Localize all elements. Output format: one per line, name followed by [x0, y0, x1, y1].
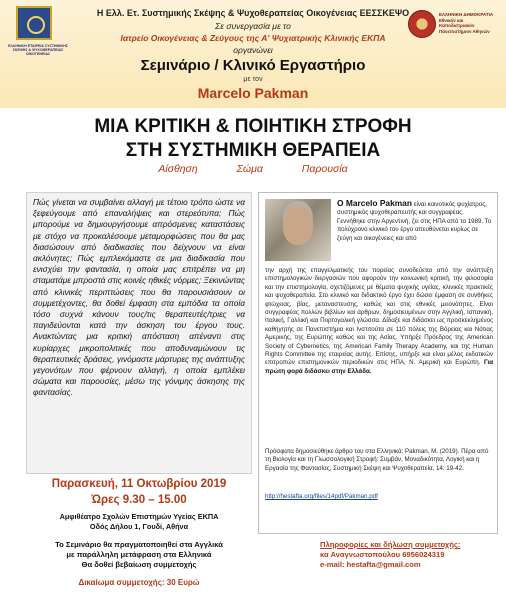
- speaker-photo: [265, 199, 331, 261]
- subtitle-presence: Παρουσία: [301, 163, 348, 175]
- bio-intro-name: Ο Marcelo Pakman: [337, 198, 412, 208]
- language-note-line1: Το Σεμινάριο θα πραγματοποιηθεί στα Αγγλικά: [55, 540, 223, 549]
- seminar-description-box: [26, 192, 252, 474]
- bio-first-time: Για πρώτη φορά διδάσκει στην Ελλάδα.: [265, 359, 493, 375]
- bio-body-text: την αρχή της επαγγελματικής του πορείας συνοδεύεται από την ανάπτυξη επιστημολογικών διεργασιών που αφορούν την κοινωνική κριτική, την φιλοσοφία και την επιστημολογία, σχετιζόμενες με θέματα ψυχικής υγείας, κλινικές πρακτικές και ψυχοθεραπεία. Στο κλινικό και διδακτικό έργο έχει δώσει έμφαση σε συνθήκες φτώχειας, βίας, μεταναστευσης, καθώς και στις εθνικές μειονότητες. Είναι συγγραφέας πολλών βιβλίων και άρθρων, δημοσιευμένων στην Αγγλική, Ισπανική, Ιταλική, Γαλλική και Πορτογαλική γλώσσα. Δίδαξε και διδάσκει ως προσκεκλημένος καθηγητής σε Πανεπιστήμια και Ινστιτούτα σε 110 πόλεις της Βόρειας και Νότιας Αμερικής, της Ευρώπης καθώς και της Ασίας. Υπήρξε Πρόεδρος της American Society of Cybernetics, της American Family Therapy Academy, και της Human Rights Committee της εταιρείας αυτής. Επίσης, υπήρξε και είναι μέλος εκδοτικών επιτροπών επιστημονικών περιοδικών στις ΗΠΑ, Ν. Αμερική και Ευρώπη.: [265, 267, 493, 367]
- main-title: [0, 115, 506, 163]
- language-note: [26, 540, 252, 570]
- event-date: Παρασκευή, 11 Οκτωβρίου 2019: [51, 478, 227, 490]
- organizer-line: Η Ελλ. Ετ. Συστημικής Σκέψης & Ψυχοθεραπείας Οικογένειας ΕΕΣΣΚΕΨΟ: [96, 8, 410, 18]
- institute-line: Ιατρείο Οικογένειας & Ζεύγους της Α' Ψυχιατρικής Κλινικής ΕΚΠΑ: [120, 33, 386, 43]
- bio-intro-text: είναι κοινοτικός ψυχίατρος, συστημικός ψυχοθεραπευτής και συγγραφέας. Γεννήθηκε στην Αργεντινή, ζει στις ΗΠΑ από το 1989. Το πολύχρονο κλινικό του έργο απευθύνεται κυρίως σε ζεύγη και οικογένειες και από: [337, 201, 492, 242]
- speaker-bio-box: [258, 192, 498, 534]
- cooperation-line: Σε συνεργασία με το: [215, 21, 291, 31]
- bio-body: [265, 267, 493, 376]
- certificate-note: Θα δοθεί βεβαίωση συμμετοχής: [81, 560, 197, 569]
- language-note-line2: με παράλληλη μετάφραση στα Ελληνικά: [66, 550, 212, 559]
- participation-fee: Δικαίωμα συμμετοχής: 30 Ευρώ: [78, 578, 200, 587]
- society-logo-text: ΕΛΛΗΝΙΚΗ ΕΤΑΙΡΕΙΑ ΣΥΣΤΗΜΙΚΗΣ ΣΚΕΨΗΣ & ΨΥΧΟΘΕΡΑΠΕΙΑΣ ΟΙΚΟΓΕΝΕΙΑΣ: [8, 44, 68, 57]
- with-line: με τον: [243, 76, 263, 83]
- subtitle: [0, 163, 506, 175]
- university-logo-text: ΕΛΛΗΝΙΚΗ ΔΗΜΟΚΡΑΤΙΑ Εθνικόν και Καποδιστριακόν Πανεπιστήμιον Αθηνών: [439, 12, 494, 34]
- publication-link[interactable]: http://hestafta.org/files/14pdf/Pakman.pdf: [265, 493, 378, 500]
- bio-intro: [337, 199, 493, 243]
- speaker-name: Marcelo Pakman: [197, 85, 309, 101]
- main-title-line2: ΣΤΗ ΣΥΣΤΗΜΙΚΗ ΘΕΡΑΠΕΙΑ: [125, 140, 381, 161]
- bio-publication: Πρόσφατα δημοσιεύθηκε άρθρο του στα Ελληνικά: Pakman, M. (2019). Πέρα από τη Βιολογία και τη Γλωσσολογική Στροφή: Συμβάν, Μοναδικότητα, Λογική και η Εργασία της Φαντασίας, Συστημική Σκέψη και Ψυχοθεραπεία, 14: 19-42.: [265, 448, 489, 472]
- venue-address: Οδός Δήλου 1, Γουδί, Αθήνα: [89, 522, 189, 531]
- main-title-line1: ΜΙΑ ΚΡΙΤΙΚΗ & ΠΟΙΗΤΙΚΗ ΣΤΡΟΦΗ: [94, 116, 412, 137]
- seminar-description: Πώς γίνεται να συμβαίνει αλλαγή με τέτοιο τρόπο ώστε να ξεφεύγουμε από επαναλήψεις και στερεότυπα; Πώς μπορούμε να δημιουργήσουμε απρόσμενες καταστάσεις με στόχο να προκαλέσουμε μεταμορφώσεις που θα μας διασώσουν από διαδικασίες που δείχνουν να είναι ακλόνητες; Πώς εμπλεκόμαστε σε μια διαδικασία που ενισχύει την φαντασία, η οποία μας επιτρέπει να μη σταματάμε μπροστά στις κοινές ηθικές νόρμες; Ξεκινώντας από κλινικές περιπτώσεις που θα παρουσιάσουν οι συμμετέχοντες, θα δοθεί έμφαση στα εμπόδια τα οποία τόσο συχνά κάνουν τους/τις θεραπευτές/τριες να παγιδεύονται κατά την άσκηση του έργου τους. Ανακτώντας μια κριτική απόσταση απέναντι στις κυρίαρχες μικροπολιτικές που αποδυναμώνουν τις θεραπευτικές δράσεις, γινόμαστε μάρτυρες της ανάπτυξης γεγονότων που φέρνουν αλλαγή, η οποία εμπλέκει σώματα και παρουσίες, μέσω της γόνιμης άσκησης της φαντασίας.: [33, 197, 245, 398]
- subtitle-body: Σώμα: [236, 163, 263, 175]
- venue-name: Αμφιθέατρο Σχολών Επιστημών Υγείας ΕΚΠΑ: [59, 512, 219, 521]
- header-band: [0, 0, 506, 108]
- contact-heading: Πληροφορίες και δήλωση συμμετοχής:: [320, 540, 461, 549]
- event-time: Ώρες 9.30 – 15.00: [91, 494, 187, 506]
- event-type: Σεμινάριο / Κλινικό Εργαστήριο: [140, 57, 366, 74]
- subtitle-sensation: Αίσθηση: [158, 163, 198, 175]
- contact-info: [320, 540, 500, 570]
- contact-person: κα Αναγνωστοπούλου 6956024319: [320, 550, 445, 559]
- contact-email[interactable]: e-mail: hestafta@gmail.com: [320, 560, 421, 569]
- organizes-line: οργανώνει: [233, 45, 273, 55]
